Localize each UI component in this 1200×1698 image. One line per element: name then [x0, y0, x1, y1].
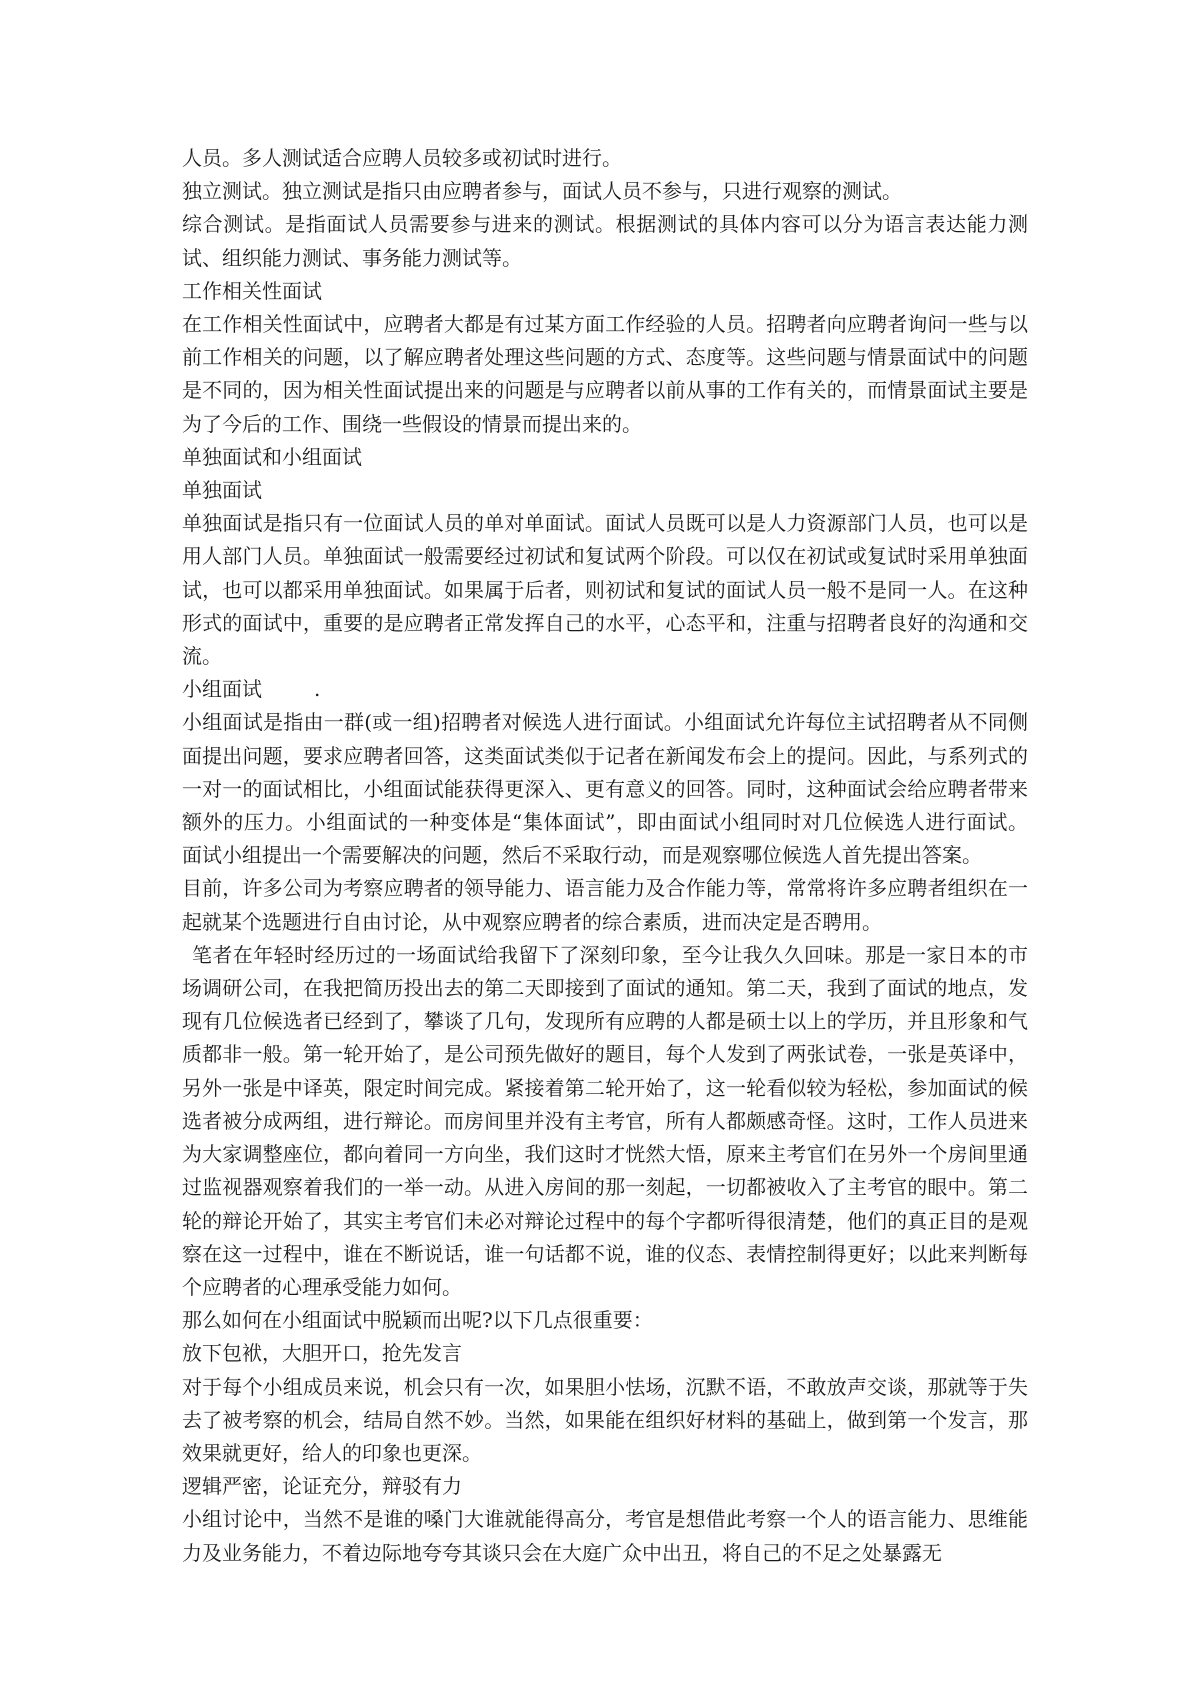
- subsection-heading: 单独面试: [182, 478, 262, 503]
- stray-period: .: [314, 677, 321, 702]
- document-body: [182, 142, 1028, 1570]
- section-heading: 单独面试和小组面试: [182, 444, 362, 469]
- paragraph: 独立测试。独立测试是指只由应聘者参与，面试人员不参与，只进行观察的测试。: [182, 179, 902, 204]
- paragraph: 小组面试是指由一群(或一组)招聘者对候选人进行面试。小组面试允许每位主试招聘者从不同侧面提出问题，要求应聘者回答，这类面试类似于记者在新闻发布会上的提问。因此，与系列式的一对一的面试相比，小组面试能获得更深入、更有意义的回答。同时，这种面试会给应聘者带来额外的压力。小组面试的一种变体是“集体面试”，即由面试小组同时对几位候选人进行面试。 面试小组提出一个需要解决的问题，然后不采取行动，而是观察哪位候选人首先提出答案。: [182, 710, 1028, 868]
- subsection-heading: [182, 673, 1028, 706]
- paragraph: 笔者在年轻时经历过的一场面试给我留下了深刻印象，至今让我久久回味。那是一家日本的市场调研公司，在我把简历投出去的第二天即接到了面试的通知。第二天，我到了面试的地点，发现有几位候选者已经到了，攀谈了几句，发现所有应聘的人都是硕士以上的学历，并且形象和气质都非一般。第一轮开始了，是公司预先做好的题目，每个人发到了两张试卷，一张是英译中，另外一张是中译英，限定时间完成。紧接着第二轮开始了，这一轮看似较为轻松，参加面试的候选者被分成两组，进行辩论。而房间里并没有主考官，所有人都颇感奇怪。这时，工作人员进来为大家调整座位，都向着同一方向坐，我们这时才恍然大悟，原来主考官们在另外一个房间里通过监视器观察着我们的一举一动。从进入房间的那一刻起，一切都被收入了主考官的眼中。第二轮的辩论开始了，其实主考官们未必对辩论过程中的每个字都听得很清楚，他们的真正目的是观察在这一过程中，谁在不断说话，谁一句话都不说，谁的仪态、表情控制得更好；以此来判断每个应聘者的心理承受能力如何。: [182, 942, 1028, 1299]
- paragraph: 综合测试。是指面试人员需要参与进来的测试。根据测试的具体内容可以分为语言表达能力测试、组织能力测试、事务能力测试等。: [182, 212, 1028, 270]
- paragraph: 小组讨论中，当然不是谁的嗓门大谁就能得高分，考官是想借此考察一个人的语言能力、思维能力及业务能力，不着边际地夸夸其谈只会在大庭广众中出丑，将自己的不足之处暴露无: [182, 1507, 1028, 1565]
- subsection-heading-text: 小组面试: [182, 677, 262, 702]
- paragraph: 人员。多人测试适合应聘人员较多或初试时进行。: [182, 146, 622, 170]
- tip-heading: 逻辑严密，论证充分，辩驳有力: [182, 1474, 462, 1499]
- paragraph: 目前，许多公司为考察应聘者的领导能力、语言能力及合作能力等，常常将许多应聘者组织在一起就某个选题进行自由讨论，从中观察应聘者的综合素质，进而决定是否聘用。: [182, 876, 1028, 934]
- paragraph: 在工作相关性面试中，应聘者大都是有过某方面工作经验的人员。招聘者向应聘者询问一些与以前工作相关的问题，以了解应聘者处理这些问题的方式、态度等。这些问题与情景面试中的问题是不同的，因为相关性面试提出来的问题是与应聘者以前从事的工作有关的，而情景面试主要是为了今后的工作、围绕一些假设的情景而提出来的。: [182, 312, 1028, 436]
- paragraph: 单独面试是指只有一位面试人员的单对单面试。面试人员既可以是人力资源部门人员，也可以是用人部门人员。单独面试一般需要经过初试和复试两个阶段。可以仅在初试或复试时采用单独面试，也可以都采用单独面试。如果属于后者，则初试和复试的面试人员一般不是同一人。在这种形式的面试中，重要的是应聘者正常发挥自己的水平，心态平和，注重与招聘者良好的沟通和交流。: [182, 511, 1028, 669]
- tip-heading: 放下包袱，大胆开口，抢先发言: [182, 1341, 462, 1366]
- paragraph: 对于每个小组成员来说，机会只有一次，如果胆小怯场，沉默不语，不敢放声交谈，那就等于失去了被考察的机会，结局自然不妙。当然，如果能在组织好材料的基础上，做到第一个发言，那效果就更好，给人的印象也更深。: [182, 1374, 1028, 1465]
- paragraph: 那么如何在小组面试中脱颖而出呢?以下几点很重要：: [182, 1308, 653, 1333]
- section-heading: 工作相关性面试: [182, 278, 322, 303]
